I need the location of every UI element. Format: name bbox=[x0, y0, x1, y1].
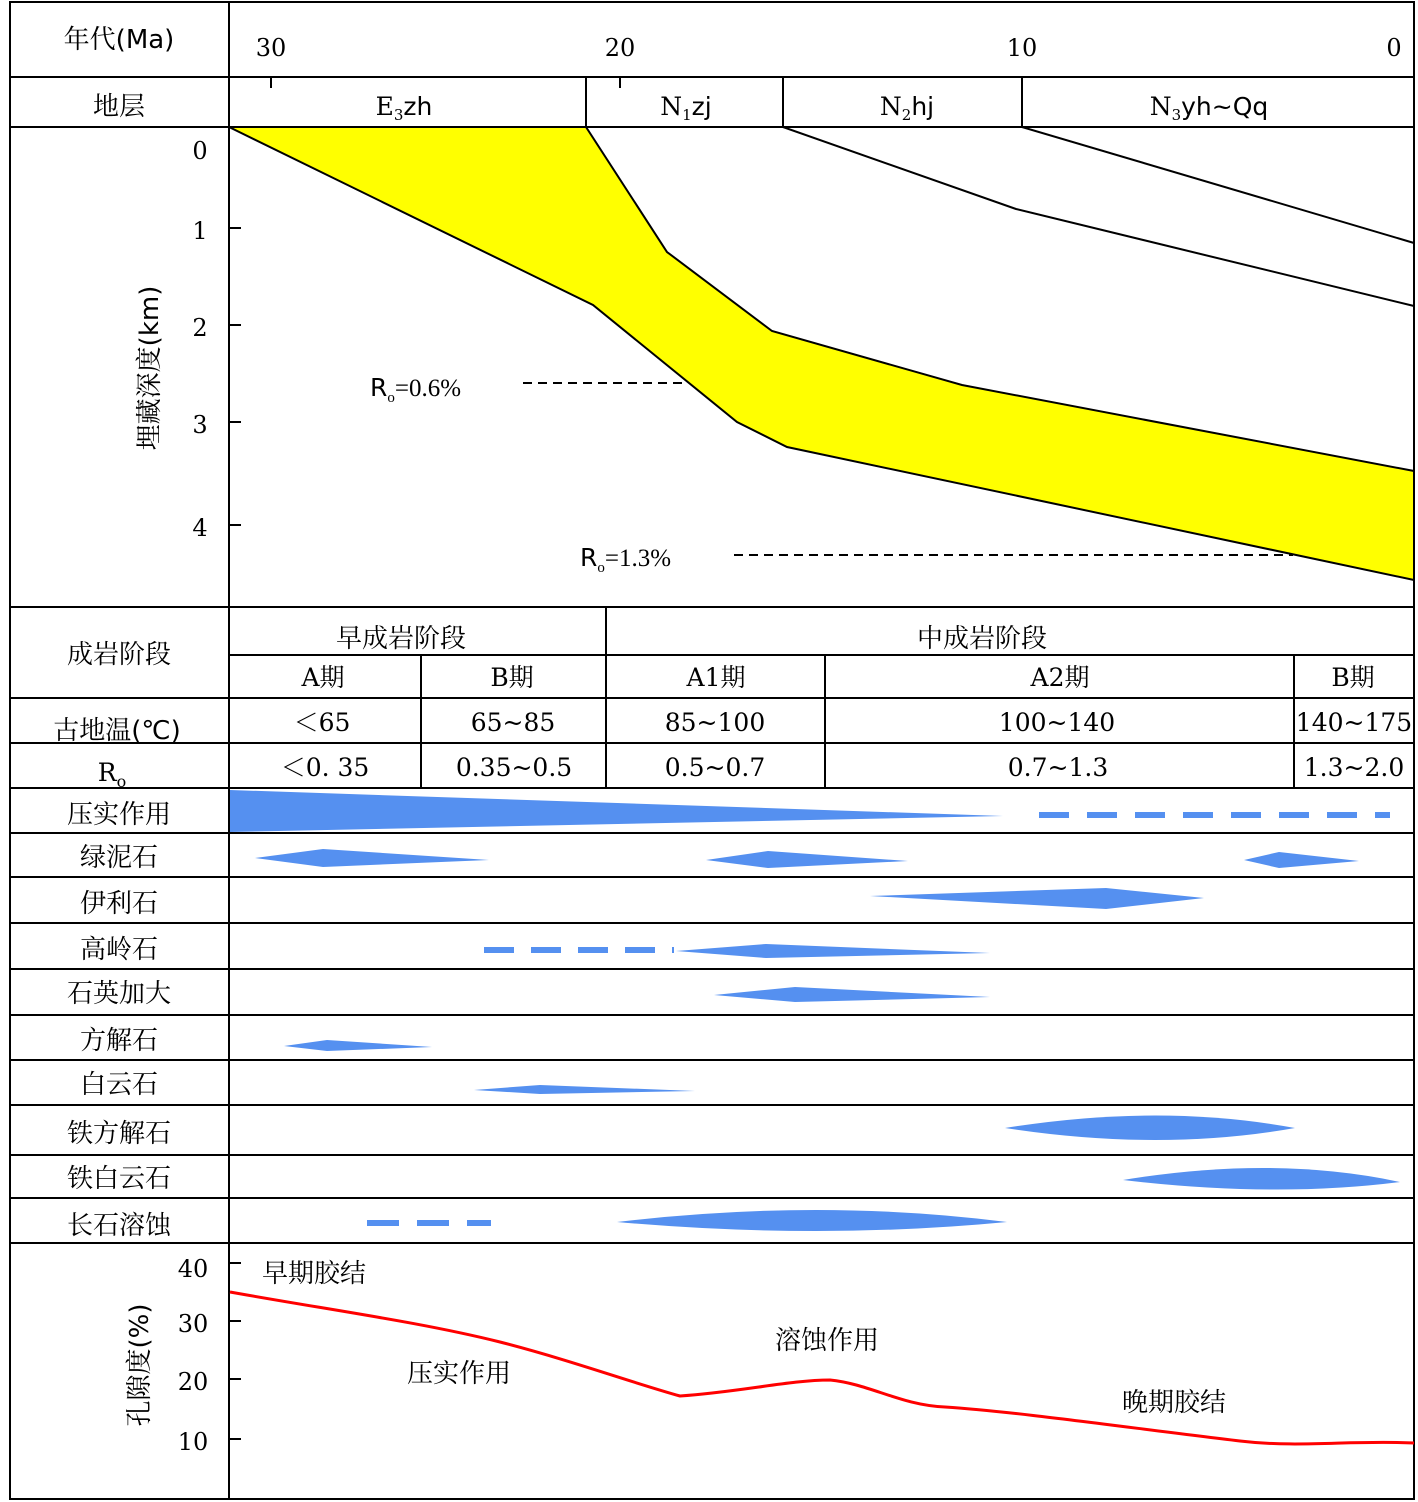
chlorite-lens-early bbox=[255, 849, 489, 867]
stratum-n2hj: $N_2hj$ bbox=[879, 92, 935, 124]
paleotemperature-values bbox=[294, 708, 1413, 737]
annotation-late-cementation: 晚期胶结 bbox=[1122, 1388, 1227, 1418]
age-axis-ticks bbox=[256, 34, 1402, 62]
porosity-ticks bbox=[178, 1255, 209, 1456]
n2hj-base-burial-line bbox=[783, 127, 1414, 306]
illite-lens bbox=[870, 888, 1204, 909]
e3zh-burial-band bbox=[229, 127, 1414, 580]
ro-middle-b: 1.3~2.0 bbox=[1303, 753, 1405, 782]
strata-names bbox=[376, 92, 1269, 124]
process-chlorite: 绿泥石 bbox=[79, 843, 159, 873]
porosity-tick-20: 20 bbox=[177, 1368, 209, 1396]
age-tick-10: 10 bbox=[1006, 34, 1038, 62]
chlorite-lens-middle bbox=[706, 851, 908, 868]
process-compaction: 压实作用 bbox=[66, 800, 172, 830]
stratum-n1zj: $N_1zj$ bbox=[660, 92, 712, 124]
depth-tick-1: 1 bbox=[192, 217, 208, 245]
middle-diagenesis-stage: 中成岩阶段 bbox=[916, 624, 1048, 654]
porosity-tick-10: 10 bbox=[177, 1428, 209, 1456]
depth-tick-3: 3 bbox=[192, 411, 208, 439]
process-kaolinite: 高岭石 bbox=[79, 935, 159, 965]
ro-early-a: ＜0. 35 bbox=[280, 753, 370, 782]
chlorite-lens-late bbox=[1244, 852, 1359, 868]
dolomite-lens bbox=[474, 1085, 695, 1094]
annotation-compaction: 压实作用 bbox=[407, 1359, 512, 1389]
porosity-tick-30: 30 bbox=[177, 1310, 209, 1338]
age-tick-20: 20 bbox=[604, 34, 636, 62]
process-calcite: 方解石 bbox=[79, 1026, 159, 1056]
annotation-dissolution: 溶蚀作用 bbox=[775, 1326, 880, 1356]
quartz-overgrowth-lens bbox=[714, 987, 990, 1002]
stratum-e3zh: $E_3zh$ bbox=[375, 92, 433, 124]
ro-row-label: $R_o$ bbox=[97, 758, 127, 791]
age-tick-0: 0 bbox=[1386, 34, 1402, 62]
ferrocalcite-lens bbox=[1005, 1116, 1295, 1141]
kaolinite-lens bbox=[676, 944, 990, 958]
ro-1.3-label: $R_o=1.3\%$ bbox=[580, 543, 672, 576]
substage-early-a: A期 bbox=[301, 663, 345, 692]
process-dolomite: 白云石 bbox=[79, 1070, 159, 1100]
process-bars bbox=[230, 790, 1400, 1231]
temp-early-b: 65~85 bbox=[470, 708, 556, 737]
substage-middle-b: B期 bbox=[1331, 663, 1375, 692]
process-ankerite: 铁白云石 bbox=[66, 1164, 172, 1194]
substage-middle-a1: A1期 bbox=[686, 663, 746, 692]
depth-ticks bbox=[192, 137, 207, 542]
temp-early-a: ＜65 bbox=[293, 708, 351, 737]
burial-depth-axis-label: 埋藏深度(km) bbox=[135, 285, 165, 451]
ro-early-b: 0.35~0.5 bbox=[455, 753, 573, 782]
ankerite-lens bbox=[1123, 1168, 1400, 1190]
process-quartz-overgrowth: 石英加大 bbox=[66, 979, 172, 1009]
feldspar-dissolution-lens bbox=[617, 1210, 1007, 1231]
calcite-lens bbox=[284, 1040, 432, 1051]
process-labels bbox=[67, 800, 172, 1241]
temp-middle-a1: 85~100 bbox=[664, 708, 766, 737]
depth-tick-2: 2 bbox=[192, 314, 208, 342]
process-illite: 伊利石 bbox=[79, 889, 159, 919]
ro-values bbox=[281, 753, 1405, 782]
process-ferrocalcite: 铁方解石 bbox=[66, 1119, 172, 1149]
ro-0.6-label: $R_o=0.6\%$ bbox=[370, 373, 462, 406]
porosity-tick-40: 40 bbox=[177, 1255, 209, 1283]
porosity-annotations bbox=[262, 1259, 1226, 1418]
age-tick-30: 30 bbox=[255, 34, 287, 62]
compaction-wedge bbox=[230, 790, 1003, 832]
substage-middle-a2: A2期 bbox=[1030, 663, 1090, 692]
porosity-axis-label: 孔隙度(%) bbox=[125, 1303, 155, 1427]
stage-label: 成岩阶段 bbox=[66, 640, 172, 670]
age-label: 年代(Ma) bbox=[63, 25, 175, 55]
ro-middle-a2: 0.7~1.3 bbox=[1007, 753, 1109, 782]
ro-middle-a1: 0.5~0.7 bbox=[664, 753, 766, 782]
substage-early-b: B期 bbox=[490, 663, 534, 692]
depth-tick-4: 4 bbox=[192, 514, 208, 542]
annotation-early-cementation: 早期胶结 bbox=[262, 1259, 367, 1289]
early-diagenesis-stage: 早成岩阶段 bbox=[335, 624, 467, 654]
temp-middle-a2: 100~140 bbox=[998, 708, 1116, 737]
temp-middle-b: 140~175 bbox=[1295, 708, 1413, 737]
sub-stages bbox=[300, 663, 1374, 692]
paleotemperature-label: 古地温(℃) bbox=[53, 716, 181, 746]
strata-label: 地层 bbox=[92, 92, 146, 122]
process-feldspar-dissolution: 长石溶蚀 bbox=[66, 1211, 172, 1241]
stratum-n3yh-qq: $N_3yh\sim Qq$ bbox=[1149, 92, 1269, 124]
depth-tick-0: 0 bbox=[192, 137, 208, 165]
grid-lines bbox=[10, 2, 1414, 1499]
